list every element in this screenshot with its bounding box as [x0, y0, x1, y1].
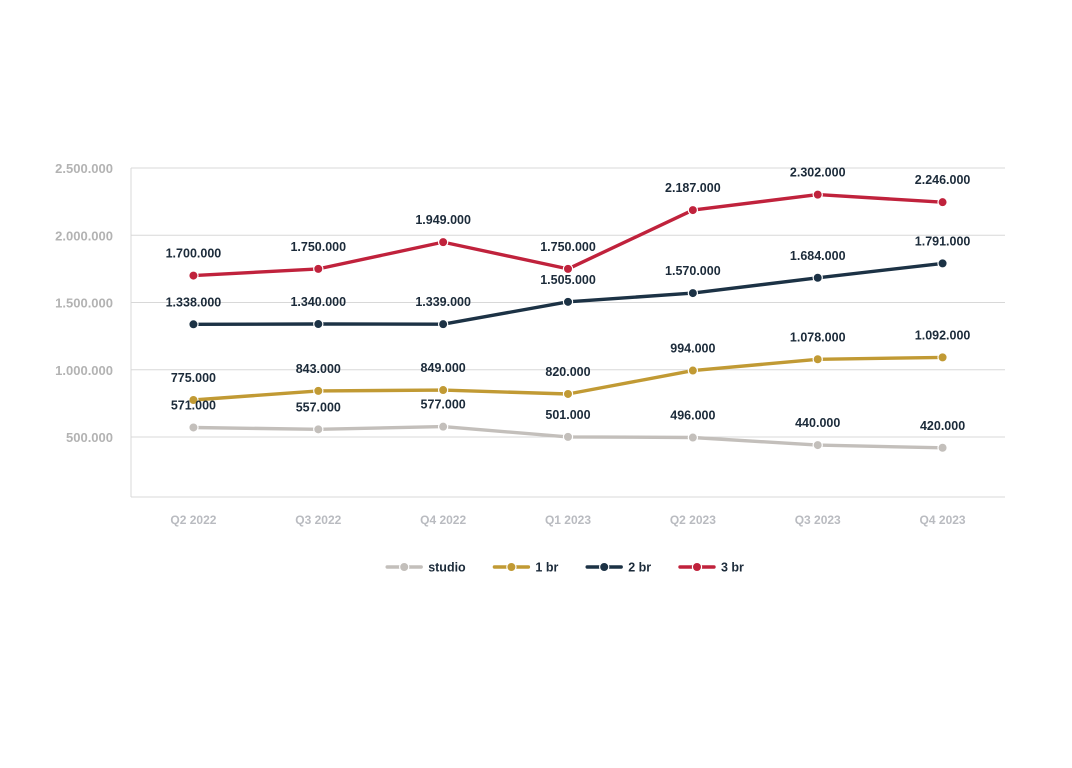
- legend-swatch-point: [507, 562, 516, 571]
- legend-item-1-br[interactable]: [494, 560, 558, 574]
- point-label: 1.949.000: [415, 213, 471, 228]
- legend-label: 3 br: [721, 560, 744, 575]
- series-point-2-br[interactable]: [688, 288, 697, 297]
- series-point-3-br[interactable]: [938, 198, 947, 207]
- legend-swatch-point: [692, 562, 701, 571]
- point-label: 440.000: [795, 416, 841, 431]
- x-axis-tick-label: Q3 2023: [794, 513, 841, 527]
- point-label: 420.000: [919, 418, 966, 433]
- point-label: 2.246.000: [914, 173, 971, 188]
- point-label: 1.791.000: [914, 234, 971, 249]
- legend-swatch-point: [600, 562, 609, 571]
- series-point-3-br[interactable]: [189, 271, 198, 280]
- series-point-2-br[interactable]: [314, 319, 323, 328]
- point-label: 496.000: [670, 408, 716, 423]
- point-label: 1.339.000: [415, 295, 471, 310]
- y-axis-tick-label: 1.000.000: [55, 362, 113, 378]
- series-point-1-br[interactable]: [439, 385, 448, 394]
- series-point-studio[interactable]: [189, 423, 198, 432]
- point-label: 557.000: [295, 400, 341, 415]
- legend-label: 2 br: [628, 560, 652, 575]
- x-axis-tick-label: Q3 2022: [295, 513, 342, 527]
- point-label: 843.000: [295, 361, 341, 376]
- legend-group[interactable]: [387, 560, 744, 574]
- point-label: 501.000: [545, 407, 591, 422]
- series-point-1-br[interactable]: [813, 355, 822, 364]
- series-point-1-br[interactable]: [314, 386, 323, 395]
- series-point-2-br[interactable]: [938, 259, 947, 268]
- series-point-1-br[interactable]: [563, 389, 572, 398]
- x-axis-labels-group: [170, 513, 966, 527]
- point-label: 1.750.000: [540, 239, 596, 254]
- point-label: 1.700.000: [165, 246, 222, 261]
- point-label: 820.000: [545, 364, 591, 379]
- legend-label: 1 br: [535, 560, 559, 575]
- series-point-2-br[interactable]: [439, 320, 448, 329]
- point-label: 1.750.000: [290, 239, 347, 254]
- series-point-3-br[interactable]: [688, 205, 697, 214]
- series-point-studio[interactable]: [563, 432, 572, 441]
- point-label: 1.092.000: [914, 328, 971, 343]
- series-point-3-br[interactable]: [439, 238, 448, 247]
- series-point-studio[interactable]: [938, 443, 947, 452]
- series-point-studio[interactable]: [813, 440, 822, 449]
- x-axis-tick-label: Q2 2022: [170, 513, 217, 527]
- series-point-studio[interactable]: [688, 433, 697, 442]
- series-point-1-br[interactable]: [688, 366, 697, 375]
- legend-item-studio[interactable]: [387, 560, 466, 574]
- point-label: 775.000: [170, 371, 217, 386]
- series-point-studio[interactable]: [439, 422, 448, 431]
- point-label: 577.000: [420, 397, 466, 412]
- legend-item-3-br[interactable]: [680, 560, 744, 574]
- series-point-3-br[interactable]: [314, 264, 323, 273]
- x-axis-tick-label: Q4 2023: [919, 513, 966, 527]
- y-axis-tick-label: 1.500.000: [55, 295, 113, 311]
- legend-label: studio: [428, 560, 466, 575]
- y-axis-tick-label: 500.000: [66, 430, 113, 445]
- series-point-3-br[interactable]: [813, 190, 822, 199]
- point-label: 571.000: [170, 398, 217, 413]
- series-point-2-br[interactable]: [813, 273, 822, 282]
- point-label: 1.078.000: [789, 330, 846, 345]
- series-point-2-br[interactable]: [189, 320, 198, 329]
- series-point-1-br[interactable]: [938, 353, 947, 362]
- point-label: 1.505.000: [540, 272, 596, 287]
- point-label: 1.684.000: [789, 248, 846, 263]
- legend-swatch-point: [400, 562, 409, 571]
- series-point-studio[interactable]: [314, 425, 323, 434]
- legend-item-2-br[interactable]: [587, 560, 651, 574]
- y-axis-tick-label: 2.500.000: [55, 161, 113, 176]
- point-label: 2.302.000: [789, 165, 846, 180]
- x-axis-tick-label: Q2 2023: [669, 513, 716, 527]
- point-label: 1.340.000: [290, 295, 347, 310]
- series-point-2-br[interactable]: [563, 297, 572, 306]
- x-axis-tick-label: Q1 2023: [544, 513, 592, 527]
- y-axis-tick-label: 2.000.000: [55, 228, 113, 244]
- point-label: 2.187.000: [665, 181, 721, 196]
- y-axis-labels-group: [55, 161, 113, 445]
- point-label: 1.338.000: [165, 295, 222, 310]
- point-label: 1.570.000: [665, 264, 721, 279]
- point-label: 994.000: [670, 341, 716, 356]
- point-label: 849.000: [420, 361, 466, 376]
- x-axis-tick-label: Q4 2022: [420, 513, 467, 527]
